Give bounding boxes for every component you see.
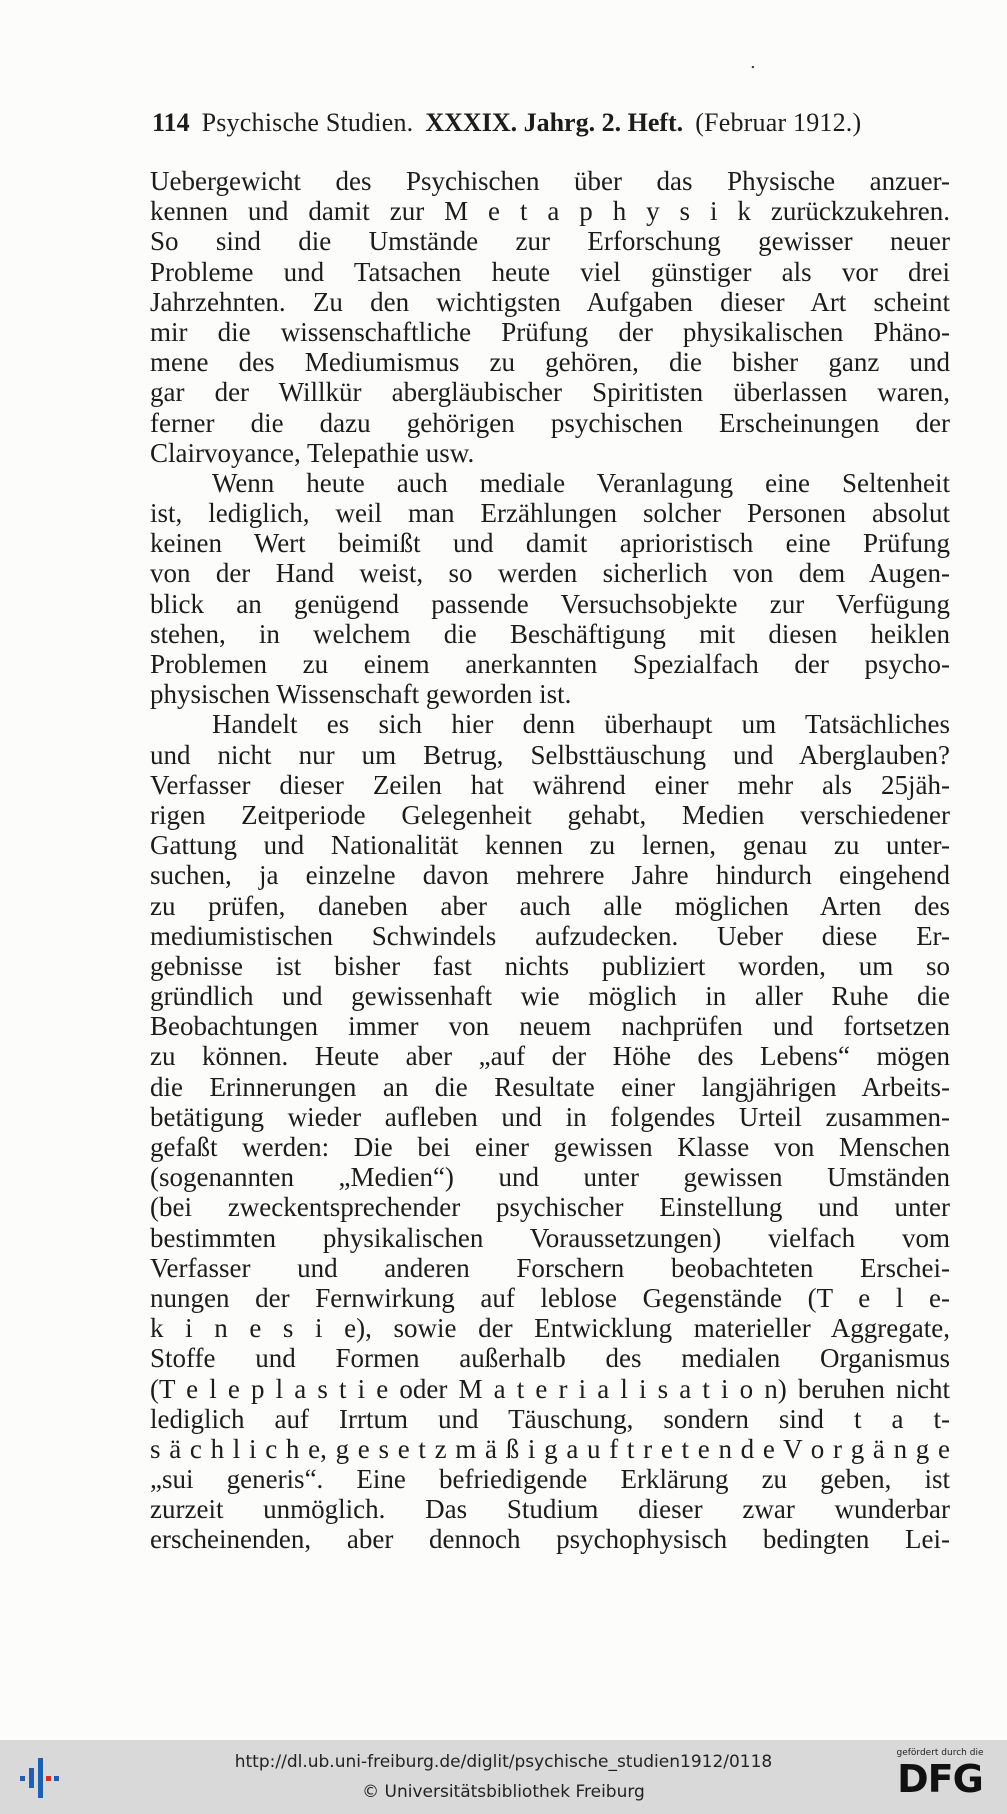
text-line: ferner die dazu gehörigen psychischen Erscheinungen der <box>150 407 950 438</box>
page-number: 114 <box>152 108 190 137</box>
text-line: k i n e s i e), sowie der Entwicklung materieller Aggregate, <box>150 1313 950 1344</box>
text-line: zu prüfen, daneben aber auch alle möglichen Arten des <box>150 890 950 921</box>
scan-speck: . <box>750 52 756 73</box>
text-line: Handelt es sich hier denn überhaupt um Tatsächliches <box>212 709 950 740</box>
text-line: „sui generis“. Eine befriedigende Erklärung zu geben, ist <box>150 1464 950 1495</box>
text-line: mir die wissenschaftliche Prüfung der physikalischen Phäno- <box>150 316 950 347</box>
text-line: (sogenannten „Medien“) und unter gewissen Umständen <box>150 1162 950 1193</box>
text-line: mediumistischen Schwindels aufzudecken. Ueber diese Er- <box>150 920 950 951</box>
dfg-funding-label: gefördert durch die <box>896 1748 984 1758</box>
text-line: kennen und damit zur M e t a p h y s i k zurückzukehren. <box>150 196 950 227</box>
text-line: physischen Wissenschaft geworden ist. <box>150 679 572 710</box>
text-line: Beobachtungen immer von neuem nachprüfen und fortsetzen <box>150 1011 950 1042</box>
body-text <box>150 166 950 1555</box>
source-url-link[interactable]: http://dl.ub.uni-freiburg.de/diglit/psychische_studien1912/0118 <box>234 1752 773 1772</box>
text-line: die Erinnerungen an die Resultate einer langjährigen Arbeits- <box>150 1071 950 1102</box>
text-line: gründlich und gewissenhaft wie möglich in aller Ruhe die <box>150 981 950 1012</box>
text-line: erscheinenden, aber dennoch psychophysisch bedingten Lei- <box>150 1524 950 1555</box>
text-line: Jahrzehnten. Zu den wichtigsten Aufgaben dieser Art scheint <box>150 286 950 317</box>
text-line: Stoffe und Formen außerhalb des medialen Organismus <box>150 1343 950 1374</box>
volume-info: XXXIX. Jahrg. 2. Heft. <box>425 108 684 137</box>
journal-title: Psychische Studien. <box>201 108 414 137</box>
text-line: ist, lediglich, weil man Erzählungen solcher Personen absolut <box>150 498 950 529</box>
text-line: mene des Mediumismus zu gehören, die bisher ganz und <box>150 347 950 378</box>
text-line: suchen, ja einzelne davon mehrere Jahre hindurch eingehend <box>150 860 950 891</box>
footer-bar <box>0 1740 1007 1814</box>
dfg-logo-text: DFG <box>897 1757 983 1801</box>
text-line: Problemen zu einem anerkannten Spezialfach der psycho- <box>150 649 950 679</box>
text-line: Clairvoyance, Telepathie usw. <box>150 437 475 468</box>
text-line: Probleme und Tatsachen heute viel günstiger als vor drei <box>150 256 950 287</box>
text-line: lediglich auf Irrtum und Täuschung, sondern sind t a t- <box>150 1403 950 1434</box>
text-line: So sind die Umstände zur Erforschung gewisser neuer <box>150 226 950 257</box>
text-line: zurzeit unmöglich. Das Studium dieser zwar wunderbar <box>150 1494 950 1525</box>
text-line: (bei zweckentsprechender psychischer Einstellung und unter <box>150 1192 950 1223</box>
text-line: gefaßt werden: Die bei einer gewissen Klasse von Menschen <box>150 1132 950 1162</box>
text-line: Wenn heute auch mediale Veranlagung eine Seltenheit <box>212 467 950 498</box>
text-line: und nicht nur um Betrug, Selbsttäuschung und Aberglauben? <box>150 739 950 770</box>
text-line: (T e l e p l a s t i e oder M a t e r i a l i s a t i o n) beruhen nicht <box>150 1373 950 1404</box>
text-line: rigen Zeitperiode Gelegenheit gehabt, Medien verschiedener <box>150 799 950 830</box>
text-line: nungen der Fernwirkung auf leblose Gegenstände (T e l e- <box>150 1282 950 1313</box>
text-line: bestimmten physikalischen Voraussetzungen) vielfach vom <box>150 1222 950 1253</box>
text-line: von der Hand weist, so werden sicherlich von dem Augen- <box>150 558 950 589</box>
text-line: keinen Wert beimißt und damit aprioristisch eine Prüfung <box>150 528 950 559</box>
text-line: Verfasser und anderen Forschern beobachteten Erschei- <box>150 1252 950 1283</box>
text-line: Gattung und Nationalität kennen zu lernen, genau zu unter- <box>150 830 950 861</box>
text-line: gebnisse ist bisher fast nichts publiziert worden, um so <box>150 950 950 981</box>
text-line: stehen, in welchem die Beschäftigung mit diesen heiklen <box>150 618 950 649</box>
page-header <box>152 108 952 138</box>
text-line: s ä c h l i c h e, g e s e t z m ä ß i g a u f t r e t e n d e V o r g ä n g e <box>150 1433 950 1464</box>
text-line: gar der Willkür abergläubischer Spiritisten überlassen waren, <box>150 377 950 408</box>
text-line: Uebergewicht des Psychischen über das Physische anzuer- <box>150 166 950 196</box>
copyright-notice: © Universitätsbibliothek Freiburg <box>362 1782 645 1802</box>
text-line: betätigung wieder aufleben und in folgendes Urteil zusammen- <box>150 1101 950 1132</box>
text-line: blick an genügend passende Versuchsobjekte zur Verfügung <box>150 588 950 619</box>
text-line: zu können. Heute aber „auf der Höhe des Lebens“ mögen <box>150 1041 950 1072</box>
dfg-logo <box>885 1748 995 1808</box>
issue-date: (Februar 1912.) <box>695 108 862 137</box>
text-line: Verfasser dieser Zeilen hat während einer mehr als 25jäh- <box>150 769 950 800</box>
